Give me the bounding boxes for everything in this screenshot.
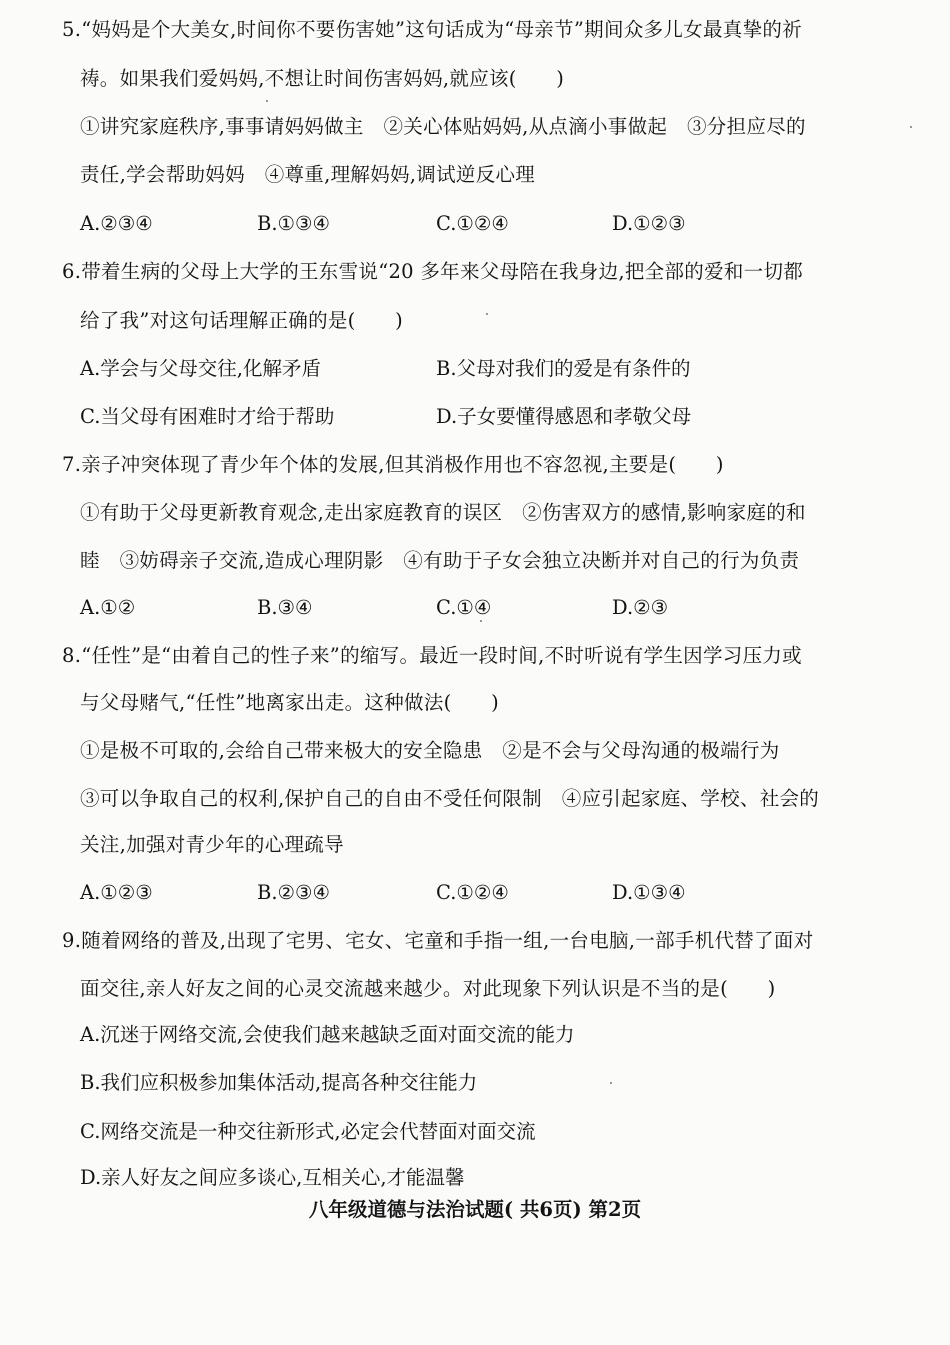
q8-stem-line-5: 关注,加强对青少年的心理疏导	[80, 833, 344, 856]
q5-stem-line-4: 责任,学会帮助妈妈 ④尊重,理解妈妈,调试逆反心理	[80, 163, 536, 186]
q7-stem-line-1: 7.亲子冲突体现了青少年个体的发展,但其消极作用也不容忽视,主要是( )	[62, 453, 724, 476]
q6-option-d: D.子女要懂得感恩和孝敬父母	[436, 405, 692, 428]
q8-option-d: D.①③④	[612, 881, 686, 904]
scan-speck	[266, 100, 268, 102]
page-footer: 八年级道德与法治试题( 共6页) 第2页	[308, 1198, 642, 1221]
q6-option-b: B.父母对我们的爱是有条件的	[436, 357, 691, 380]
q5-stem-line-2: 祷。如果我们爱妈妈,不想让时间伤害妈妈,就应该( )	[80, 67, 565, 90]
q5-option-b: B.①③④	[257, 212, 330, 235]
q8-option-b: B.②③④	[257, 881, 330, 904]
scan-speck	[610, 1082, 612, 1084]
q6-stem-line-1: 6.带着生病的父母上大学的王东雪说“20 多年来父母陪在我身边,把全部的爱和一切都	[62, 260, 804, 283]
q8-option-a: A.①②③	[80, 881, 153, 904]
q8-stem-line-2: 与父母赌气,“任性”地离家出走。这种做法( )	[80, 691, 500, 714]
q8-stem-line-4: ③可以争取自己的权利,保护自己的自由不受任何限制 ④应引起家庭、学校、社会的	[80, 787, 820, 810]
q8-stem-line-1: 8.“任性”是“由着自己的性子来”的缩写。最近一段时间,不时听说有学生因学习压力或	[62, 644, 802, 667]
q7-stem-line-3: 睦 ③妨碍亲子交流,造成心理阴影 ④有助于子女会独立决断并对自己的行为负责	[80, 549, 800, 572]
q9-stem-line-2: 面交往,亲人好友之间的心灵交流越来越少。对此现象下列认识是不当的是( )	[80, 977, 776, 1000]
q6-stem-line-2: 给了我”对这句话理解正确的是( )	[80, 309, 404, 332]
q7-option-d: D.②③	[612, 596, 669, 619]
scan-speck	[910, 126, 912, 128]
q7-option-b: B.③④	[257, 596, 313, 619]
scan-speck	[480, 620, 482, 622]
q5-option-c: C.①②④	[436, 212, 509, 235]
q7-option-c: C.①④	[436, 596, 492, 619]
q7-stem-line-2: ①有助于父母更新教育观念,走出家庭教育的误区 ②伤害双方的感情,影响家庭的和	[80, 501, 806, 524]
q5-option-d: D.①②③	[612, 212, 686, 235]
q6-option-a: A.学会与父母交往,化解矛盾	[80, 357, 321, 380]
q5-stem-line-3: ①讲究家庭秩序,事事请妈妈做主 ②关心体贴妈妈,从点滴小事做起 ③分担应尽的	[80, 115, 806, 138]
q5-stem-line-1: 5.“妈妈是个大美女,时间你不要伤害她”这句话成为“母亲节”期间众多儿女最真挚的祈	[62, 18, 802, 41]
scan-speck	[486, 313, 488, 315]
q6-option-c: C.当父母有困难时才给于帮助	[80, 405, 335, 428]
q9-option-a: A.沉迷于网络交流,会使我们越来越缺乏面对面交流的能力	[80, 1023, 575, 1046]
q8-stem-line-3: ①是极不可取的,会给自己带来极大的安全隐患 ②是不会与父母沟通的极端行为	[80, 739, 780, 762]
q9-option-b: B.我们应积极参加集体活动,提高各种交往能力	[80, 1071, 478, 1094]
q8-option-c: C.①②④	[436, 881, 509, 904]
q7-option-a: A.①②	[80, 596, 136, 619]
q9-stem-line-1: 9.随着网络的普及,出现了宅男、宅女、宅童和手指一组,一台电脑,一部手机代替了面对	[62, 929, 814, 952]
q9-option-c: C.网络交流是一种交往新形式,必定会代替面对面交流	[80, 1120, 536, 1143]
q5-option-a: A.②③④	[80, 212, 153, 235]
q9-option-d: D.亲人好友之间应多谈心,互相关心,才能温馨	[80, 1166, 465, 1189]
